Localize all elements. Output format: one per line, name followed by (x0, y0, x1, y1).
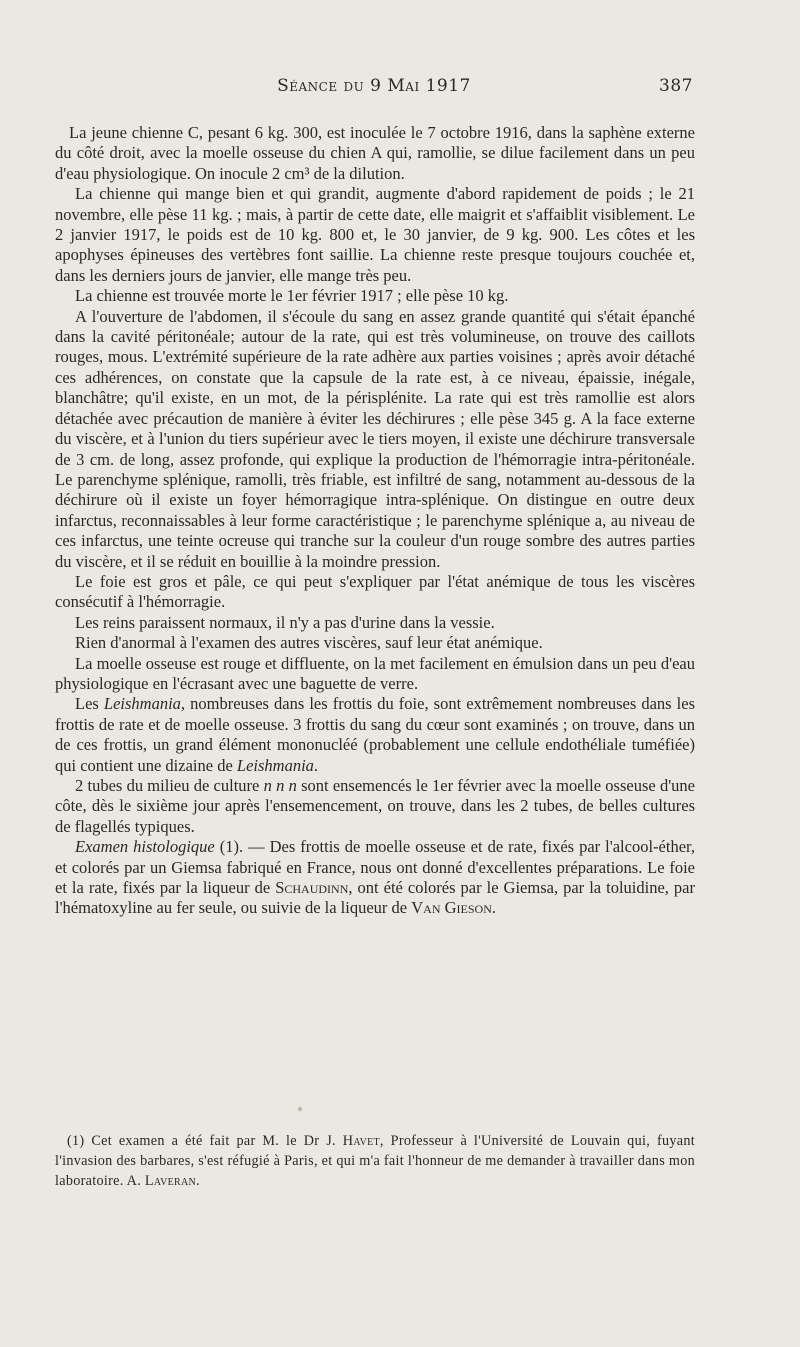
paragraph-weight: La chienne qui mange bien et qui grandit, augmente d'abord rapidement de poids ; le 21 novembre, elle pèse 11 kg. ; mais, à partir de cette date, elle maigrit et s'affaiblit visiblement. Le 2 janvier 1917, le poids est de 10 kg. 800 et, le 30 janvier, de 9 kg. 900. Les côtes et les apophyses épineuses des vertèbres font saillie. La chienne reste presque toujours couchée et, dans les derniers jours de janvier, elle mange très peu. (55, 184, 695, 285)
paragraph-autopsy: A l'ouverture de l'abdomen, il s'écoule du sang en assez grande quantité qui s'était épanché dans la cavité péritonéale; autour de la rate, qui est très volumineuse, on trouve des caillots rouges, mous. L'extrémité supérieure de la rate adhère aux parties voisines ; après avoir détaché ces adhérences, on constate que la capsule de la rate est, à ce niveau, épaissie, inégale, blanchâtre; qu'il existe, en un mot, de la périsplénite. La rate qui est très ramollie est alors détachée avec précaution de manière à éviter les déchirures ; elle pèse 345 g. A la face externe du viscère, et à l'union du tiers supérieur avec le tiers moyen, il existe une déchirure transversale de 3 cm. de long, assez profonde, qui explique la production de l'hémorragie intra-péritonéale. Le parenchyme splénique, ramolli, très friable, est infiltré de sang, notamment au-dessous de la déchirure où il existe un foyer hémorragique intra-splénique. On distingue en outre deux infarctus, reconnaissables à leur forme caractéristique ; le parenchyme splénique a, au niveau de ces infarctus, une teinte ocreuse qui tranche sur la couleur d'un rouge sombre des autres parties du viscère, et il se réduit en bouillie à la moindre pression. (55, 306, 695, 571)
italic-term: Leishmania (236, 755, 314, 775)
article-body (55, 123, 695, 919)
running-header (55, 76, 693, 100)
print-speck (298, 1107, 302, 1111)
footnote (55, 1131, 695, 1191)
paragraph-kidneys: Les reins paraissent normaux, il n'y a pas d'urine dans la vessie. (75, 612, 495, 632)
text-run: . (196, 1173, 200, 1189)
paragraph-histology (55, 837, 695, 919)
italic-term: Leishmania (103, 694, 181, 714)
text-run: . (491, 898, 496, 918)
text-run: . (313, 755, 319, 775)
text-run: (1) Cet examen a été fait par M. le Dr J. (67, 1133, 343, 1149)
paragraph-death: La chienne est trouvée morte le 1er février 1917 ; elle pèse 10 kg. (75, 286, 509, 306)
page-number: 387 (659, 76, 693, 96)
text-run: , ont été colorés par le Giemsa, par la toluidine, par l'hématoxyline au fer seule, ou suivie de la liqueur de (55, 878, 695, 918)
footnote-text (55, 1131, 695, 1191)
smallcaps-name: Schaudinn (275, 878, 349, 898)
smallcaps-name: Laveran (144, 1173, 197, 1189)
italic-heading: Examen histologique (75, 837, 215, 857)
text-run: Les (75, 694, 104, 714)
text-run: sont ensemencés le 1er février avec la moelle osseuse d'une côte, dès le sixième jour après l'ensemencement, on trouve, dans les 2 tubes, de belles cultures de flagellés typiques. (55, 776, 696, 836)
paragraph-inoculation: La jeune chienne C, pesant 6 kg. 300, est inoculée le 7 octobre 1916, dans la saphène externe du côté droit, avec la moelle osseuse du chien A qui, ramollie, se dilue facilement dans un peu d'eau physiologique. On inocule 2 cm³ de la dilution. (55, 123, 695, 183)
paragraph-liver: Le foie est gros et pâle, ce qui peut s'expliquer par l'état anémique de tous les viscères consécutif à l'hémorragie. (55, 571, 695, 612)
paragraph-viscera: Rien d'anormal à l'examen des autres viscères, sauf leur état anémique. (75, 633, 543, 653)
text-run: , Professeur à l'Université de Louvain qui, fuyant l'invasion des barbares, s'est réfugié à Paris, et qui m'a fait l'honneur de me demander à travailler dans mon laboratoire. A. (55, 1133, 695, 1189)
text-run: , nombreuses dans les frottis du foie, sont extrêmement nombreuses dans les frottis de rate et de moelle osseuse. 3 frottis du sang du cœur sont examinés ; on trouve, dans un de ces frottis, un grand élément mononucléé (probablement une cellule endothéliale tuméfiée) qui contient une dizaine de (55, 694, 695, 775)
text-run: 2 tubes du milieu de culture (75, 776, 264, 795)
paragraph-marrow: La moelle osseuse est rouge et diffluente, on la met facilement en émulsion dans un peu d'eau physiologique en l'écrasant avec une baguette de verre. (55, 653, 695, 693)
text-run: (1). — Des frottis de moelle osseuse et de rate, fixés par l'alcool-éther, et colorés par un Giemsa fabriqué en France, nous ont donné d'excellentes préparations. Le foie et la rate, fixés par la liqueur de (55, 837, 695, 898)
smallcaps-name: Havet (342, 1133, 380, 1149)
smallcaps-name: Van Gieson (411, 898, 492, 918)
paragraph-cultures (55, 776, 695, 837)
running-title: Séance du 9 Mai 1917 (277, 76, 471, 96)
paragraph-leishmania (55, 694, 695, 776)
italic-term: n n n (263, 776, 297, 795)
